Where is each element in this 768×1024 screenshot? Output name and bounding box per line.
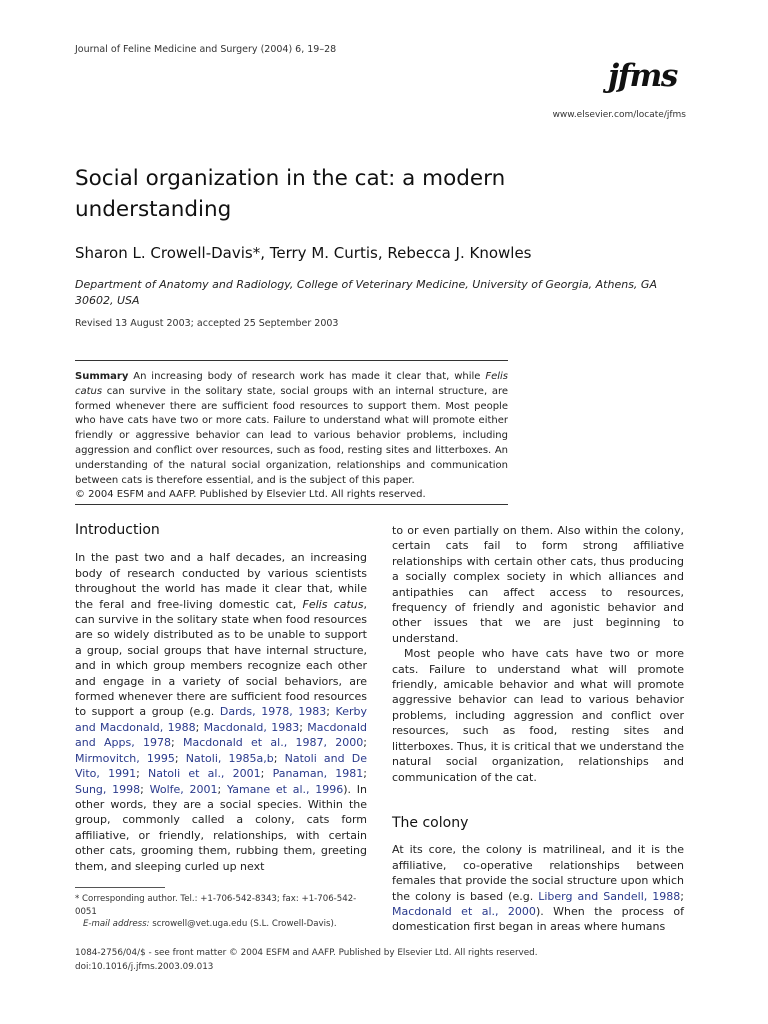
journal-citation: Journal of Feline Medicine and Surgery (2004) 6, 19–28: [75, 44, 337, 55]
citation-link[interactable]: Liberg and Sandell, 1988: [538, 889, 681, 903]
citation-link[interactable]: Macdonald, 1983: [203, 720, 300, 734]
citation-link[interactable]: Natoli et al., 2001: [148, 767, 261, 781]
citation-link[interactable]: Natoli, 1985a,b: [185, 751, 274, 765]
abstract-label: Summary: [75, 371, 129, 382]
email-label: E-mail address:: [83, 919, 150, 929]
journal-url: www.elsevier.com/locate/jfms: [552, 110, 686, 120]
abstract-part: can survive in the solitary state, social groups with an internal structure, are formed whenever there are sufficient food resources to support them. Most people who have cats have two or more cats. Failure to understand what will promote either friendly or aggressive behavior can lead to various behavior problems, including aggression and conflict over resources, such as food, resting sites and litterboxes. An understanding of the natural social organization, relationships and communication between cats is therefore essential, and is the subject of this paper.: [75, 385, 508, 486]
colony-text: At its core, the colony is matrilineal, and it is the affiliative, co-operative relationships between females that provide the social structure upon which the colony is based (e.g.: [392, 843, 684, 903]
abstract: [75, 370, 508, 503]
section-heading-introduction: Introduction: [75, 522, 160, 538]
citation-link[interactable]: Natoli and De Vito, 1991: [75, 751, 367, 781]
citation-link[interactable]: Macdonald et al., 2000: [392, 904, 536, 918]
author-list: Sharon L. Crowell-Davis*, Terry M. Curtis, Rebecca J. Knowles: [75, 244, 532, 262]
email-line: [75, 918, 369, 931]
issn-line: 1084-2756/04/$ - see front matter © 2004 ESFM and AAFP. Published by Elsevier Ltd. All rights reserved.: [75, 948, 538, 958]
citation-link[interactable]: Macdonald et al., 1987, 2000: [183, 736, 364, 750]
citation-link[interactable]: Macdonald and Apps, 1978: [75, 720, 368, 750]
species-name: Felis catus: [302, 597, 364, 611]
email-address[interactable]: scrowell@vet.uga.edu (S.L. Crowell-Davis).: [149, 919, 337, 929]
title-line-2: understanding: [75, 197, 232, 222]
submission-dates: Revised 13 August 2003; accepted 25 September 2003: [75, 318, 339, 329]
section-heading-colony: The colony: [392, 814, 469, 831]
citation-link[interactable]: Kerby and Macdonald, 1988: [75, 705, 367, 734]
doi-line: doi:10.1016/j.jfms.2003.09.013: [75, 962, 214, 972]
article-title: [75, 163, 635, 225]
citation-link[interactable]: Panaman, 1981: [272, 767, 364, 781]
summary-bottom-rule: [75, 504, 508, 505]
intro-paragraph: In the past two and a half decades, an increasing body of research conducted by various scientists throughout the world has made it clear that, while the feral and free-living domestic cat, Felis catus, can survive in the solitary state when food resources are so widely distributed as to be unable to support a group, social groups that have internal structure, and in which group members recognize each other and engage in a variety of social behaviors, are formed whenever there are sufficient food resources to support a group (e.g. Dards, 1978, 1983; Kerby and Macdonald, 1988; Macdonald, 1983; Macdonald and Apps, 1978; Macdonald et al., 1987, 2000; Mirmovitch, 1995; Natoli, 1985a,b; Natoli and De Vito, 1991; Natoli et al., 2001; Panaman, 1981; Sung, 1998; Wolfe, 2001; Yamane et al., 1996). In other words, they are a social species. Within the group, commonly called a colony, cats form affiliative, or friendly, relationships, with certain other cats, grooming them, rubbing them, greeting them, and sleeping curled up next: [75, 551, 368, 873]
corresponding-author: * Corresponding author. Tel.: +1-706-542-8343; fax: +1-706-542-0051: [75, 894, 357, 917]
abstract-copyright: © 2004 ESFM and AAFP. Published by Elsevier Ltd. All rights reserved.: [75, 489, 426, 501]
summary-top-rule: [75, 360, 508, 361]
footnote-rule: [75, 887, 165, 888]
intro-text: In the past two and a half decades, an increasing body of research conducted by various scientists throughout the world has made it clear that, while the feral and free-living domestic cat,: [75, 551, 367, 611]
citation-link[interactable]: Yamane et al., 1996: [227, 782, 344, 796]
affiliation: Department of Anatomy and Radiology, College of Veterinary Medicine, University of Georgia, Athens, GA 30602, USA: [75, 278, 657, 307]
right-column: [392, 523, 684, 935]
citation-link[interactable]: Dards, 1978, 1983: [219, 705, 327, 719]
intro-text: ). In other words, they are a social species. Within the group, commonly called a colony, cats form affiliative, or friendly, relationships, with certain other cats, grooming them, rubbing them, greeting them, and sleeping curled up next: [75, 782, 368, 873]
footnote: [75, 893, 369, 931]
colony-paragraph: At its core, the colony is matrilineal, and it is the affiliative, co-operative relationships between females that provide the social structure upon which the colony is based (e.g. Liberg and Sandell, 1988; Macdonald et al., 2000). When the process of domestication first began in areas where humans: [392, 843, 685, 934]
abstract-part: An increasing body of research work has made it clear that, while: [128, 371, 486, 382]
abstract-text: [75, 370, 508, 488]
citation-link[interactable]: Wolfe, 2001: [149, 782, 218, 796]
front-matter-info: [75, 946, 538, 974]
citation-link[interactable]: Sung, 1998: [75, 782, 141, 796]
left-column: [75, 523, 367, 874]
body-paragraph: to or even partially on them. Also within the colony, certain cats fail to form strong affiliative relationships with certain other cats, thus producing a socially complex society in which alliances and antipathies can affect access to resources, frequency of friendly and agonistic behavior and other issues that we are just beginning to understand.: [392, 524, 684, 645]
journal-logo: jfms: [608, 58, 677, 94]
title-line-1: Social organization in the cat: a modern: [75, 166, 506, 191]
species-name: Felis catus: [75, 371, 508, 397]
colony-text: ). When the process of domestication first began in areas where humans: [392, 904, 684, 934]
intro-text: , can survive in the solitary state when food resources are so widely distributed as to be unable to support a group, social groups that have internal structure, and in which group members recognize each other and engage in a variety of social behaviors, are formed whenever there are sufficient food resources to support a group (e.g.: [75, 597, 367, 719]
citation-link[interactable]: Mirmovitch, 1995: [75, 751, 175, 765]
body-paragraph: Most people who have cats have two or more cats. Failure to understand what will promote friendly, amicable behavior and what will promote aggressive behavior can lead to various behavior problems, including aggression and conflict over resources, such as food, resting sites and litterboxes. Thus, it is critical that we understand the natural social organization, relationships and communication of the cat.: [392, 647, 684, 784]
